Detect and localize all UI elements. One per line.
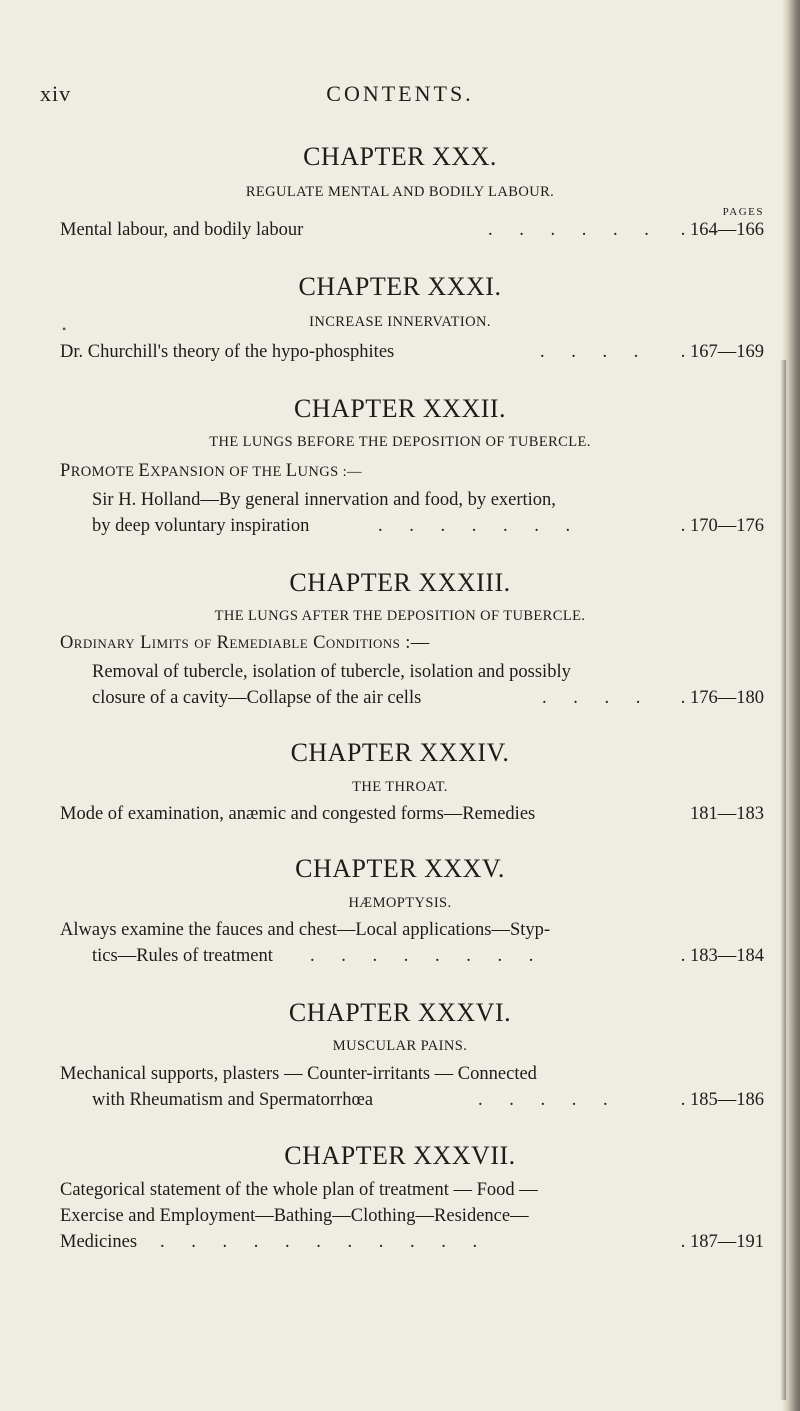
leader-dots: . . . . (542, 688, 652, 708)
chapter-title: CHAPTER XXXI. (298, 272, 502, 301)
toc-entry (92, 662, 764, 688)
entry-text: Categorical statement of the whole plan of treatment — Food — (60, 1180, 538, 1200)
chapter-subtitle: INCREASE INNERVATION. (309, 314, 491, 330)
chapter-title: CHAPTER XXX. (303, 142, 497, 171)
entry-pages: . 183—184 (680, 946, 764, 966)
toc-entry (60, 920, 764, 946)
leader-dots: . . . . . . . . (310, 946, 545, 966)
toc-entry (92, 490, 764, 516)
chapter-title: CHAPTER XXXII. (293, 394, 507, 423)
toc-entry (60, 1064, 764, 1090)
entry-pages: . 164—166 (680, 220, 764, 240)
ink-mark: • (62, 322, 67, 336)
chapter-subtitle: HÆMOPTYSIS. (348, 895, 452, 911)
entry-text: closure of a cavity—Collapse of the air cells (92, 688, 422, 708)
toc-entry (92, 946, 764, 972)
toc-entry (60, 1180, 764, 1206)
toc-entry (92, 516, 764, 542)
chapter-subtitle: THE THROAT. (352, 779, 448, 795)
entry-text: Mode of examination, anæmic and congested forms—Remedies (60, 804, 536, 824)
chapter-subtitle: REGULATE MENTAL AND BODILY LABOUR. (245, 184, 555, 200)
section-heading: Ordinary Limits of Remediable Conditions :— (60, 633, 430, 653)
entry-text: by deep voluntary inspiration (92, 516, 310, 536)
running-title: CONTENTS. (326, 81, 474, 106)
leader-dots: . . . . . . . (378, 516, 582, 536)
entry-text: Always examine the fauces and chest—Local applications—Styp- (60, 920, 551, 940)
toc-entry (60, 804, 764, 830)
chapter-title: CHAPTER XXXVI. (288, 998, 512, 1027)
chapter-title: CHAPTER XXXV. (295, 854, 505, 883)
toc-entry (60, 1232, 764, 1258)
toc-entry (60, 220, 764, 246)
toc-entry (60, 342, 764, 368)
entry-pages: . 185—186 (680, 1090, 764, 1110)
chapter-subtitle: MUSCULAR PAINS. (332, 1038, 468, 1054)
entry-text: Mechanical supports, plasters — Counter-irritants — Connected (60, 1064, 537, 1084)
section-heading: PROMOTE EXPANSION OF THE LUNGS :— (60, 461, 362, 481)
chapter-title: CHAPTER XXXIV. (290, 738, 510, 767)
chapter-subtitle: THE LUNGS AFTER THE DEPOSITION OF TUBERCLE. (214, 608, 586, 624)
leader-dots: . . . . . . . . . . . (160, 1232, 489, 1252)
toc-entry (60, 1206, 764, 1232)
entry-pages: 181—183 (690, 804, 764, 824)
entry-text: Sir H. Holland—By general innervation and food, by exertion, (92, 490, 556, 510)
leader-dots: . . . . . (478, 1090, 619, 1110)
entry-text: Mental labour, and bodily labour (60, 220, 304, 240)
chapter-title: CHAPTER XXXVII. (284, 1141, 516, 1170)
running-header (0, 81, 800, 109)
pages-column-header: PAGES (722, 206, 764, 218)
page-number: xiv (40, 81, 72, 106)
entry-text: Removal of tubercle, isolation of tubercle, isolation and possibly (92, 662, 571, 682)
entry-text: Exercise and Employment—Bathing—Clothing—Residence— (60, 1206, 529, 1226)
toc-entry (92, 1090, 764, 1116)
toc-entry (92, 688, 764, 714)
entry-text: with Rheumatism and Spermatorrhœa (92, 1090, 374, 1110)
entry-pages: . 167—169 (680, 342, 764, 362)
entry-pages: . 176—180 (680, 688, 764, 708)
entry-pages: . 170—176 (680, 516, 764, 536)
entry-text: tics—Rules of treatment (92, 946, 273, 966)
chapter-subtitle: THE LUNGS BEFORE THE DEPOSITION OF TUBERCLE. (209, 434, 591, 450)
entry-pages: . 187—191 (680, 1232, 764, 1252)
chapter-title: CHAPTER XXXIII. (289, 568, 511, 597)
entry-text: Dr. Churchill's theory of the hypo-phosphites (60, 342, 395, 362)
leader-dots: . . . . . . (488, 220, 660, 240)
entry-text: Medicines (60, 1232, 138, 1252)
leader-dots: . . . . (540, 342, 650, 362)
